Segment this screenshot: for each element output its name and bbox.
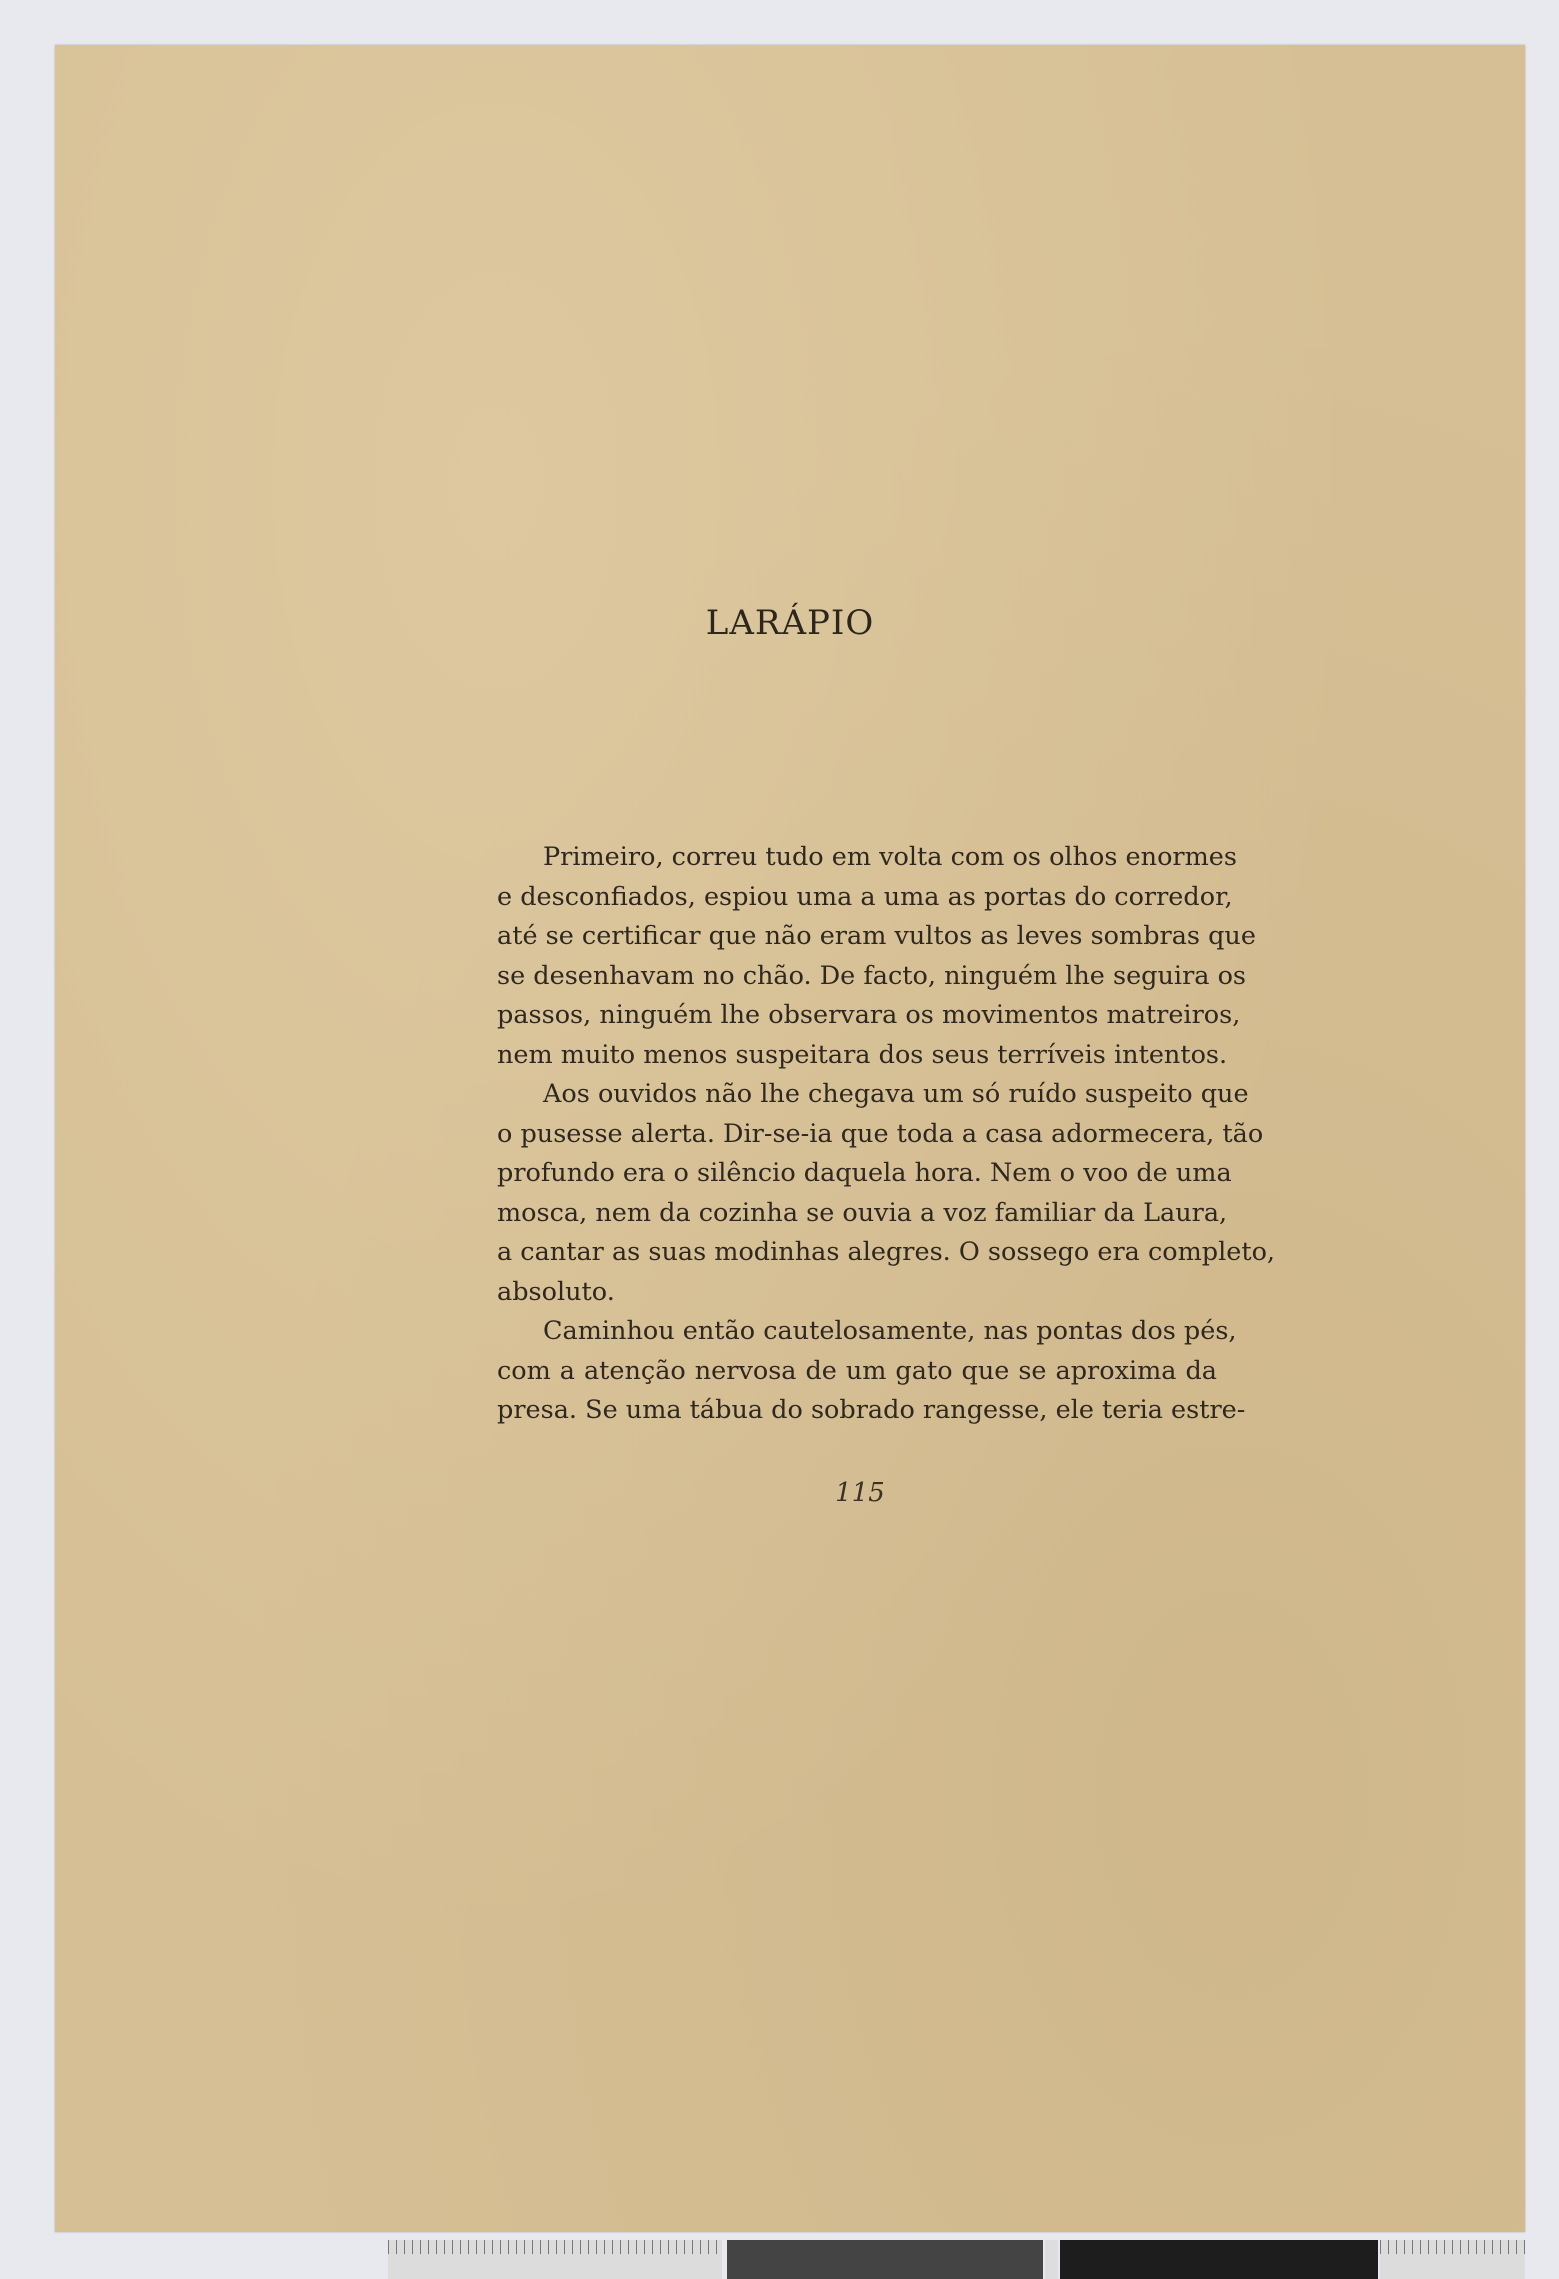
text-line: e desconfiados, espiou uma a uma as portas do corredor, (497, 881, 1233, 912)
text-line: Aos ouvidos não lhe chegava um só ruído suspeito que (543, 1079, 1249, 1109)
paragraph-1 (497, 838, 1256, 1075)
text-line: Primeiro, correu tudo em volta com os olhos enormes (543, 842, 1237, 872)
text-line: presa. Se uma tábua do sobrado rangesse, ele teria estre- (497, 1395, 1246, 1425)
paragraph-3 (497, 1312, 1246, 1431)
color-patch-gray (727, 2240, 1043, 2279)
text-line: com a atenção nervosa de um gato que se aproxima da (497, 1355, 1217, 1386)
text-line: passos, ninguém lhe observara os movimentos matreiros, (497, 1000, 1241, 1030)
color-patch-black (1060, 2240, 1378, 2279)
text-line: mosca, nem da cozinha se ouvia a voz familiar da Laura, (497, 1197, 1228, 1228)
text-line: profundo era o silêncio daquela hora. Nem o voo de uma (497, 1158, 1232, 1188)
body-text (497, 838, 1276, 1431)
scale-ruler-right (1380, 2240, 1525, 2279)
scale-ruler-left (388, 2240, 722, 2279)
color-patch-white (1045, 2240, 1058, 2279)
paragraph-2 (497, 1075, 1276, 1312)
page-number: 115 (835, 1478, 885, 1508)
chapter-title: LARÁPIO (705, 603, 875, 643)
text-line: a cantar as suas modinhas alegres. O sossego era completo, (497, 1237, 1276, 1267)
text-line: o pusesse alerta. Dir-se-ia que toda a casa adormecera, tão (497, 1118, 1264, 1149)
text-line: Caminhou então cautelosamente, nas pontas dos pés, (543, 1316, 1237, 1346)
text-line: absoluto. (497, 1276, 615, 1307)
text-line: até se certificar que não eram vultos as leves sombras que (497, 921, 1256, 951)
text-line: se desenhavam no chão. De facto, ninguém lhe seguira os (497, 960, 1247, 991)
text-line: nem muito menos suspeitara dos seus terríveis intentos. (497, 1039, 1228, 1070)
